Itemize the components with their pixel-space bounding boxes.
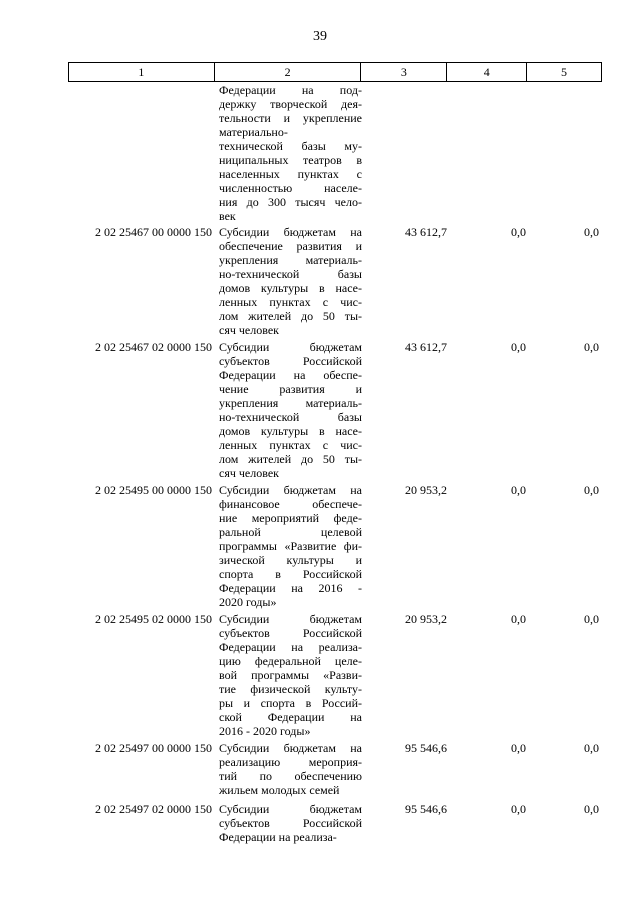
description-line: чение развития и	[219, 382, 362, 396]
header-col-1: 1	[69, 63, 215, 82]
description	[219, 483, 362, 609]
page-number: 39	[313, 29, 327, 44]
description	[219, 741, 362, 797]
description-line: Федерации на реализа-	[219, 830, 337, 844]
description-line: ской Федерации на	[219, 710, 362, 724]
description-line: но-технической базы	[219, 267, 362, 281]
amount-col-3: 20 953,2	[405, 483, 447, 497]
description-line: реализацию мероприя-	[219, 755, 362, 769]
description	[219, 225, 362, 337]
description-line: лом жителей до 50 ты-	[219, 309, 362, 323]
description-line: ленных пунктах с чис-	[219, 295, 362, 309]
description-line: технической базы му-	[219, 139, 362, 153]
description-line: домов культуры в насе-	[219, 281, 362, 295]
description-line: век	[219, 209, 236, 223]
description-line: Субсидии бюджетам на	[219, 483, 362, 497]
amount-col-5: 0,0	[584, 612, 599, 626]
description-line: ры и спорта в Россий-	[219, 696, 362, 710]
description-line: вой программы «Разви-	[219, 668, 362, 682]
description-line: Субсидии бюджетам на	[219, 741, 362, 755]
budget-code: 2 02 25497 00 0000 150	[95, 741, 212, 755]
description-line: материально-	[219, 125, 288, 139]
amount-col-3: 43 612,7	[405, 340, 447, 354]
description-line: тий по обеспечению	[219, 769, 362, 783]
description-line: субъектов Российской	[219, 626, 362, 640]
amount-col-4: 0,0	[511, 612, 526, 626]
description-line: держку творческой дея-	[219, 97, 362, 111]
description-line: Федерации на обеспе-	[219, 368, 362, 382]
description-line: Субсидии бюджетам	[219, 802, 362, 816]
description-line: 2016 - 2020 годы»	[219, 724, 311, 738]
amount-col-4: 0,0	[511, 340, 526, 354]
description	[219, 802, 362, 844]
description-line: населенных пунктах с	[219, 167, 362, 181]
description-line: но-технической базы	[219, 410, 362, 424]
description-line: спорта в Российской	[219, 567, 362, 581]
description-line: численностью населе-	[219, 181, 362, 195]
description-line: обеспечение развития и	[219, 239, 362, 253]
amount-col-4: 0,0	[511, 483, 526, 497]
description-line: ние мероприятий феде-	[219, 511, 362, 525]
budget-code: 2 02 25467 02 0000 150	[95, 340, 212, 354]
budget-code: 2 02 25495 00 0000 150	[95, 483, 212, 497]
header-col-5: 5	[527, 63, 602, 82]
description-line: программы «Развитие фи-	[219, 539, 362, 553]
description-line: лом жителей до 50 ты-	[219, 452, 362, 466]
description-line: ленных пунктах с чис-	[219, 438, 362, 452]
description-line: финансовое обеспече-	[219, 497, 362, 511]
description-line: тельности и укрепление	[219, 111, 362, 125]
header-col-2: 2	[214, 63, 361, 82]
description-line: ния до 300 тысяч чело-	[219, 195, 362, 209]
description-line: ниципальных театров в	[219, 153, 362, 167]
amount-col-5: 0,0	[584, 802, 599, 816]
amount-col-4: 0,0	[511, 225, 526, 239]
amount-col-5: 0,0	[584, 225, 599, 239]
description-line: Федерации на 2016 -	[219, 581, 362, 595]
description-line: Субсидии бюджетам на	[219, 225, 362, 239]
table-header	[68, 62, 602, 82]
amount-col-3: 95 546,6	[405, 741, 447, 755]
description-line: тие физической культу-	[219, 682, 362, 696]
description-line: укрепления материаль-	[219, 396, 362, 410]
amount-col-3: 95 546,6	[405, 802, 447, 816]
amount-col-3: 20 953,2	[405, 612, 447, 626]
description-line: Федерации на под-	[219, 83, 362, 97]
amount-col-5: 0,0	[584, 340, 599, 354]
budget-code: 2 02 25467 00 0000 150	[95, 225, 212, 239]
description-line: сяч человек	[219, 323, 279, 337]
description-line: Субсидии бюджетам	[219, 340, 362, 354]
description-line: 2020 годы»	[219, 595, 277, 609]
description-line: сяч человек	[219, 466, 279, 480]
description-line: ральной целевой	[219, 525, 362, 539]
description-line: субъектов Российской	[219, 354, 362, 368]
description	[219, 83, 362, 223]
description-line: Субсидии бюджетам	[219, 612, 362, 626]
description-line: домов культуры в насе-	[219, 424, 362, 438]
budget-code: 2 02 25497 02 0000 150	[95, 802, 212, 816]
amount-col-4: 0,0	[511, 741, 526, 755]
amount-col-5: 0,0	[584, 483, 599, 497]
description-line: субъектов Российской	[219, 816, 362, 830]
description-line: Федерации на реализа-	[219, 640, 362, 654]
description-line: зической культуры и	[219, 553, 362, 567]
budget-code: 2 02 25495 02 0000 150	[95, 612, 212, 626]
amount-col-4: 0,0	[511, 802, 526, 816]
header-col-3: 3	[361, 63, 447, 82]
amount-col-3: 43 612,7	[405, 225, 447, 239]
description-line: жильем молодых семей	[219, 783, 340, 797]
description	[219, 612, 362, 738]
header-col-4: 4	[447, 63, 527, 82]
description-line: укрепления материаль-	[219, 253, 362, 267]
amount-col-5: 0,0	[584, 741, 599, 755]
description	[219, 340, 362, 480]
description-line: цию федеральной целе-	[219, 654, 362, 668]
